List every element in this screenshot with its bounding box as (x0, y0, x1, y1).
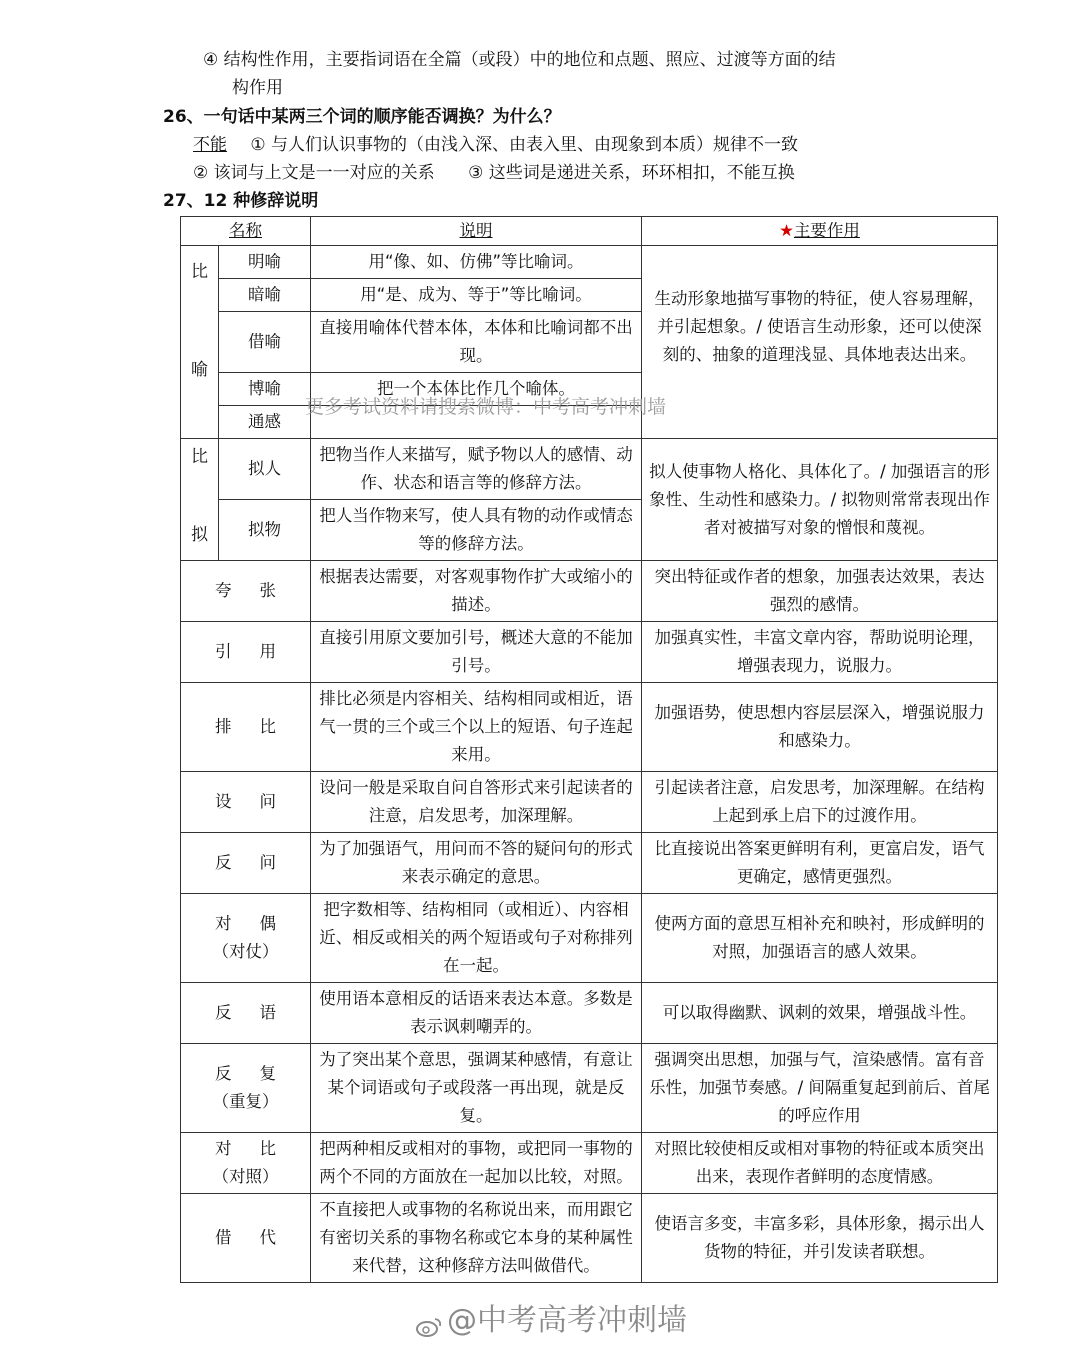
rhetoric-name-cell (181, 983, 311, 1044)
rhetoric-name-cell (181, 683, 311, 772)
rhetoric-effect: 加强真实性，丰富文章内容，帮助说明论理，增强表现力，说服力。 (642, 622, 998, 683)
rhetoric-name: 反语 (215, 1003, 304, 1022)
q27-title: 27、12 种修辞说明 (163, 191, 319, 211)
q26-point1: ① 与人们认识事物的（由浅入深、由表入里、由现象到本质）规律不一致 (250, 135, 799, 155)
star-icon: ★ (779, 221, 794, 240)
rhetoric-name-cell (181, 1044, 311, 1133)
metaphor-desc: 用“像、如、仿佛”等比喻词。 (311, 246, 642, 279)
rhetoric-name-cell (181, 1194, 311, 1283)
header-effect: ★主要作用 (642, 217, 998, 246)
rhetoric-name-sub: （重复） (212, 1092, 279, 1111)
rhetoric-desc: 为了加强语气，用问而不答的疑问句的形式来表示确定的意思。 (311, 833, 642, 894)
header-desc: 说明 (311, 217, 642, 246)
watermark-text: 更多考试资料请搜索微博：中考高考冲刺墙 (305, 396, 667, 418)
q26-point3: ③ 这些词是递进关系，环环相扣，不能互换 (468, 163, 795, 183)
metaphor-group-bottom: 喻 (191, 360, 208, 380)
rhetoric-desc: 设问一般是采取自问自答形式来引起读者的注意，启发思考，加深理解。 (311, 772, 642, 833)
metaphor-desc: 用“是、成为、等于”等比喻词。 (311, 279, 642, 312)
rhetoric-name-sub: （对仗） (212, 942, 279, 961)
table-header-row (181, 217, 998, 246)
metaphor-name: 借喻 (219, 312, 311, 373)
table-row (181, 246, 998, 279)
table-row (181, 1133, 998, 1194)
rhetoric-desc: 把字数相等、结构相同（或相近）、内容相近、相反或相关的两个短语或句子对称排列在一起。 (311, 894, 642, 983)
table-row (181, 622, 998, 683)
metaphor-effect: 生动形象地描写事物的特征，使人容易理解，并引起想象。/ 使语言生动形象，还可以使深刻的、抽象的道理浅显、具体地表达出来。 (642, 246, 998, 439)
rhetoric-name-sub: （对照） (212, 1167, 279, 1186)
personify-group-cell (181, 439, 219, 561)
rhetoric-effect: 可以取得幽默、讽刺的效果，增强战斗性。 (642, 983, 998, 1044)
rhetoric-effect: 比直接说出答案更鲜明有利，更富启发，语气更确定，感情更强烈。 (642, 833, 998, 894)
personify-effect: 拟人使事物人格化、具体化了。/ 加强语言的形象性、生动性和感染力。/ 拟物则常常表现出作者对被描写对象的憎恨和蔑视。 (642, 439, 998, 561)
rhetoric-name: 引用 (215, 642, 304, 661)
rhetoric-desc: 为了突出某个意思，强调某种感情，有意让某个词语或句子或段落一再出现，就是反复。 (311, 1044, 642, 1133)
rhetoric-desc: 根据表达需要，对客观事物作扩大或缩小的描述。 (311, 561, 642, 622)
personify-name: 拟人 (219, 439, 311, 500)
rhetoric-name: 设问 (215, 792, 304, 811)
q26-point2: ② 该词与上文是一一对应的关系 (193, 163, 435, 183)
rhetoric-name-cell (181, 1133, 311, 1194)
table-row (181, 561, 998, 622)
rhetoric-effect: 突出特征或作者的想象，加强表达效果，表达强烈的感情。 (642, 561, 998, 622)
rhetoric-name: 排比 (215, 717, 304, 736)
rhetoric-effect: 加强语势，使思想内容层层深入，增强说服力和感染力。 (642, 683, 998, 772)
rhetoric-effect: 强调突出思想，加强与气，渲染感情。富有音乐性，加强节奏感。/ 间隔重复起到前后、首尾的呼应作用 (642, 1044, 998, 1133)
personify-group-top: 比 (191, 447, 208, 467)
rhetoric-desc: 使用语本意相反的话语来表达本意。多数是表示讽刺嘲弄的。 (311, 983, 642, 1044)
item4-line1: ④ 结构性作用，主要指词语在全篇（或段）中的地位和点题、照应、过渡等方面的结 (203, 50, 836, 70)
rhetoric-name: 对偶 (215, 914, 304, 933)
rhetoric-desc: 排比必须是内容相关、结构相同或相近，语气一贯的三个或三个以上的短语、句子连起来用。 (311, 683, 642, 772)
rhetoric-table (180, 216, 998, 1283)
metaphor-name: 暗喻 (219, 279, 311, 312)
metaphor-desc: 把一个本体比作几个喻体。 (311, 373, 642, 406)
personify-desc: 把人当作物来写，使人具有物的动作或情态等的修辞方法。 (311, 500, 642, 561)
rhetoric-desc: 直接引用原文要加引号，概述大意的不能加引号。 (311, 622, 642, 683)
rhetoric-name: 夸张 (215, 581, 304, 600)
rhetoric-name: 反问 (215, 853, 304, 872)
footer-weibo (415, 1295, 687, 1339)
metaphor-group-cell (181, 246, 219, 439)
rhetoric-name-cell (181, 894, 311, 983)
table-row (181, 1194, 998, 1283)
table-row (181, 772, 998, 833)
q26-answer-row1 (193, 131, 798, 159)
rhetoric-effect: 使两方面的意思互相补充和映衬，形成鲜明的对照，加强语言的感人效果。 (642, 894, 998, 983)
rhetoric-effect: 引起读者注意，启发思考，加深理解。在结构上起到承上启下的过渡作用。 (642, 772, 998, 833)
header-name: 名称 (181, 217, 311, 246)
rhetoric-name: 对比 (215, 1139, 304, 1158)
footer-text: @中考高考冲刺墙 (447, 1303, 687, 1338)
table-row (181, 833, 998, 894)
personify-name: 拟物 (219, 500, 311, 561)
rhetoric-name-cell (181, 561, 311, 622)
metaphor-group-top: 比 (191, 262, 208, 282)
table-row (181, 439, 998, 500)
personify-group-bottom: 拟 (191, 525, 208, 545)
metaphor-name: 通感 (219, 406, 311, 439)
item4-line2: 构作用 (232, 78, 283, 98)
rhetoric-name-cell (181, 772, 311, 833)
table-row (181, 683, 998, 772)
rhetoric-name-cell (181, 622, 311, 683)
simple-rows (181, 561, 998, 1283)
table-row (181, 894, 998, 983)
rhetoric-name-cell (181, 833, 311, 894)
table-row (181, 983, 998, 1044)
weibo-logo-icon (415, 1311, 443, 1333)
rhetoric-desc: 不直接把人或事物的名称说出来，而用跟它有密切关系的事物名称或它本身的某种属性来代替，这种修辞方法叫做借代。 (311, 1194, 642, 1283)
metaphor-name: 明喻 (219, 246, 311, 279)
rhetoric-name: 反复 (215, 1064, 304, 1083)
rhetoric-effect: 对照比较使相反或相对事物的特征或本质突出出来，表现作者鲜明的态度情感。 (642, 1133, 998, 1194)
q26-answer-label: 不能 (193, 135, 227, 155)
rhetoric-desc: 把两种相反或相对的事物，或把同一事物的两个不同的方面放在一起加以比较，对照。 (311, 1133, 642, 1194)
metaphor-name: 博喻 (219, 373, 311, 406)
rhetoric-name: 借代 (215, 1228, 304, 1247)
table-row (181, 1044, 998, 1133)
personify-desc: 把物当作人来描写，赋予物以人的感情、动作、状态和语言等的修辞方法。 (311, 439, 642, 500)
q26-title: 26、一句话中某两三个词的顺序能否调换？为什么？ (163, 107, 561, 127)
rhetoric-effect: 使语言多变，丰富多彩，具体形象，揭示出人货物的特征，并引发读者联想。 (642, 1194, 998, 1283)
metaphor-desc: 直接用喻体代替本体，本体和比喻词都不出现。 (311, 312, 642, 373)
q26-answer-row2 (193, 159, 795, 187)
